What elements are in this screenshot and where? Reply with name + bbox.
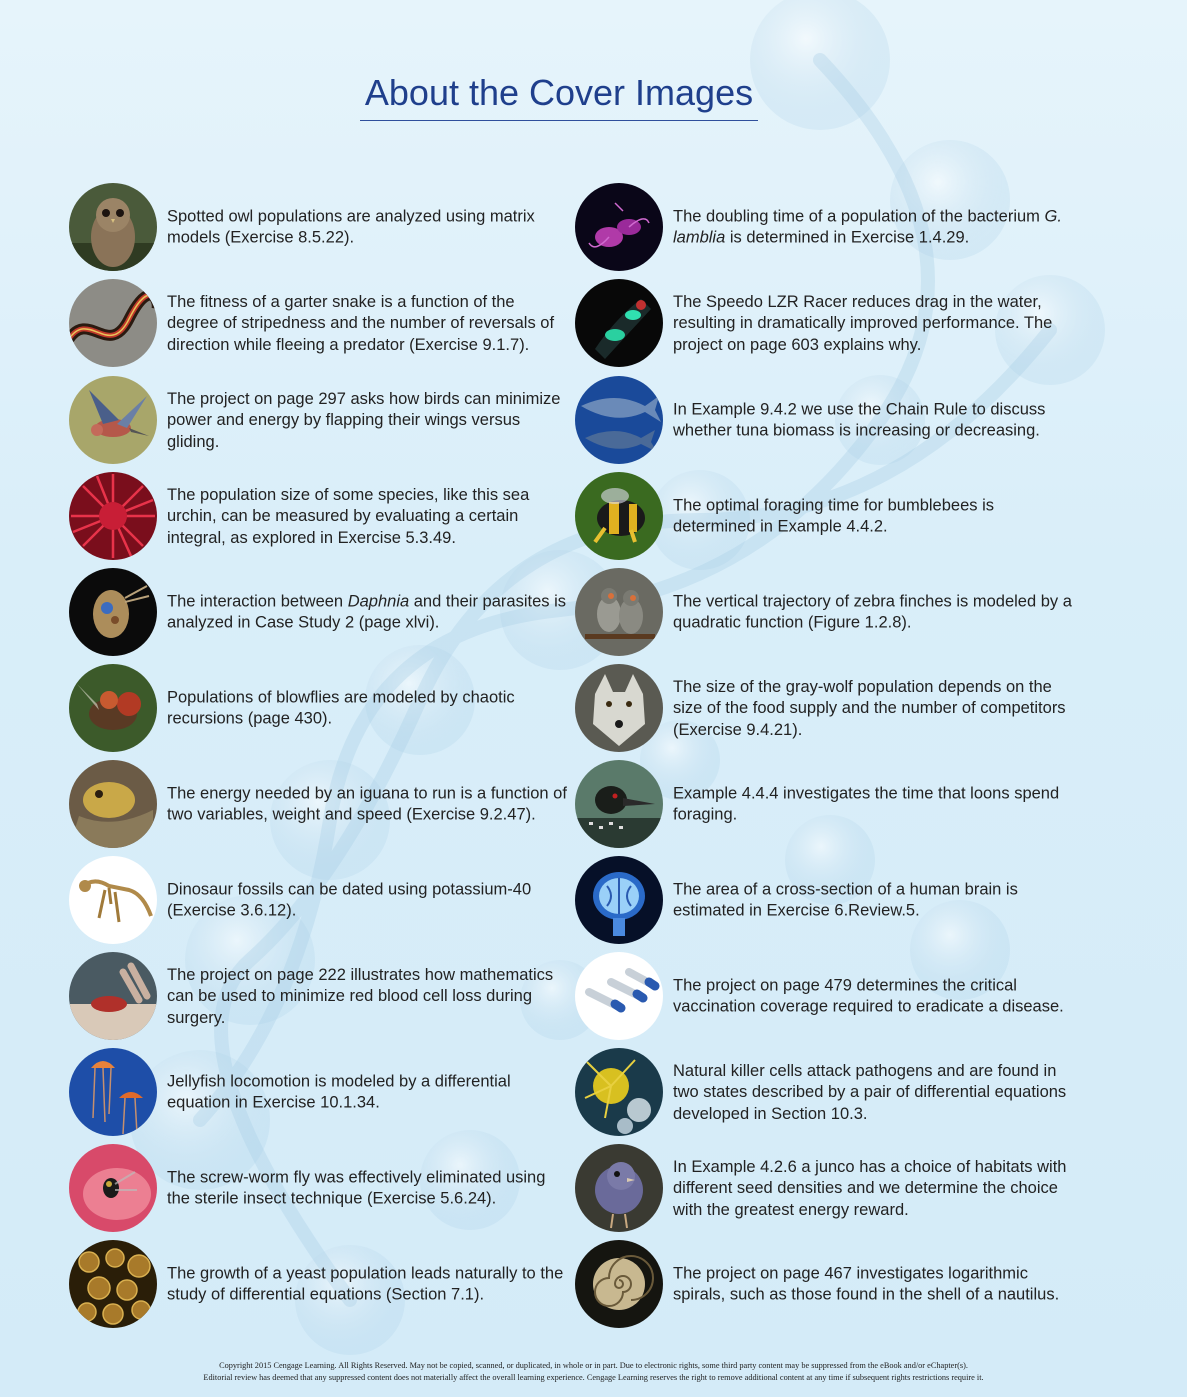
tuna-icon [575,376,663,464]
zebra-finch-icon [575,568,663,656]
bumblebee-icon [575,472,663,560]
cover-image-entry [575,1048,1075,1138]
text-part: The interaction between [167,592,348,611]
blowfly-icon [69,664,157,752]
bacterium-icon [575,183,663,271]
entry-text: The energy needed by an iguana to run is a function of two variables, weight and speed (Exercise 9.2.47). [167,784,567,824]
cover-image-entry [575,472,1075,562]
page-title: About the Cover Images [360,72,758,121]
entry-text: The fitness of a garter snake is a function of the degree of stripedness and the number of reversals of direction while fleeing a predator (Exercise 9.1.7). [167,293,555,354]
copyright-line-2: Editorial review has deemed that any suppressed content does not materially affect the overall learning experience. Cengage Learning reserves the right to remove additional content at any time if subsequent rights restrictions require it. [203,1373,984,1382]
entry-text: The project on page 467 investigates logarithmic spirals, such as those found in the shell of a nautilus. [673,1264,1060,1304]
entry-text: The screw-worm fly was effectively eliminated using the sterile insect technique (Exercise 5.6.24). [167,1168,546,1208]
entry-text: In Example 9.4.2 we use the Chain Rule to discuss whether tuna biomass is increasing or decreasing. [673,400,1046,440]
cover-image-entry [575,183,1075,273]
cover-image-entry [69,1048,569,1138]
cover-image-entry [69,1240,569,1330]
text-part: is determined in Exercise 1.4.29. [725,229,970,247]
text-part: and their parasites is analyzed in Case Study 2 (page xlvi). [167,592,567,632]
nautilus-icon [575,1240,663,1328]
screw-worm-fly-icon [69,1144,157,1232]
entry-text: The area of a cross-section of a human brain is estimated in Exercise 6.Review.5. [673,880,1018,920]
copyright-line-1: Copyright 2015 Cengage Learning. All Rights Reserved. May not be copied, scanned, or duplicated, in whole or in part. Due to electronic rights, some third party content may be suppressed from the eBook and/or eChapter(s). [219,1361,968,1370]
entry-text: The project on page 479 determines the critical vaccination coverage required to eradicate a disease. [673,976,1064,1016]
cover-image-entry [69,856,569,946]
entry-text: The size of the gray-wolf population depends on the size of the food supply and the number of competitors (Exercise 9.4.21). [673,678,1066,739]
entry-text: The project on page 222 illustrates how mathematics can be used to minimize red blood cell loss during surgery. [167,966,554,1027]
sea-urchin-icon [69,472,157,560]
cover-image-entry [575,1144,1075,1234]
italic-species-name: Daphnia [347,592,410,611]
daphnia-icon [69,568,157,656]
junco-icon [575,1144,663,1232]
loon-icon [575,760,663,848]
entry-text: Spotted owl populations are analyzed using matrix models (Exercise 8.5.22). [167,207,535,247]
cover-image-entry [69,376,569,466]
entry-text: Natural killer cells attack pathogens and are found in two states described by a pair of differential equations developed in Section 10.3. [673,1062,1067,1123]
cover-image-entry [575,568,1075,658]
killer-cell-icon [575,1048,663,1136]
cover-image-entry [575,279,1075,369]
entry-text: Populations of blowflies are modeled by chaotic recursions (page 430). [167,688,515,728]
cover-image-entry [69,1144,569,1234]
gray-wolf-icon [575,664,663,752]
yeast-icon [69,1240,157,1328]
cover-image-entry [575,1240,1075,1330]
cover-image-entry [69,568,569,658]
cover-image-entry [575,952,1075,1042]
cover-image-entry [575,856,1075,946]
cover-image-entry [575,760,1075,850]
entry-text: The population size of some species, like this sea urchin, can be measured by evaluating a certain integral, as explored in Exercise 5.3.49. [167,486,530,547]
brain-scan-icon [575,856,663,944]
entry-text: Jellyfish locomotion is modeled by a differential equation in Exercise 10.1.34. [167,1072,511,1112]
entry-text: The vertical trajectory of zebra finches is modeled by a quadratic function (Figure 1.2.8). [673,592,1072,632]
cover-image-entry [575,376,1075,466]
dinosaur-fossil-icon [69,856,157,944]
entry-text: The Speedo LZR Racer reduces drag in the water, resulting in dramatically improved performance. The project on page 603 explains why. [673,293,1053,354]
cover-image-entry [69,760,569,850]
entry-text: In Example 4.2.6 a junco has a choice of habitats with different seed densities and we determine the choice with the greatest energy reward. [673,1158,1067,1219]
cover-image-entry [69,952,569,1042]
entry-text: Example 4.4.4 investigates the time that loons spend foraging. [673,784,1060,824]
entry-text [673,207,1073,250]
cover-image-entry [69,472,569,562]
cover-image-entry [575,664,1075,754]
entry-text: The project on page 297 asks how birds can minimize power and energy by flapping their wings versus gliding. [167,390,561,451]
cover-image-entry [69,279,569,369]
vaccine-syringe-icon [575,952,663,1040]
garter-snake-icon [69,279,157,367]
copyright-footer [0,1360,1187,1384]
italic-species-name: G. lamblia [673,207,1062,247]
surgery-icon [69,952,157,1040]
entry-text: Dinosaur fossils can be dated using potassium-40 (Exercise 3.6.12). [167,880,532,920]
text-part: The doubling time of a population of the bacterium [673,207,1045,226]
entry-text: The optimal foraging time for bumblebees is determined in Example 4.4.2. [673,496,994,536]
jellyfish-icon [69,1048,157,1136]
iguana-icon [69,760,157,848]
entry-text: The growth of a yeast population leads naturally to the study of differential equations (Section 7.1). [167,1264,564,1304]
flying-bird-icon [69,376,157,464]
cover-image-entry [69,664,569,754]
owl-icon [69,183,157,271]
swimsuit-icon [575,279,663,367]
entry-text [167,592,567,635]
cover-image-entry [69,183,569,273]
